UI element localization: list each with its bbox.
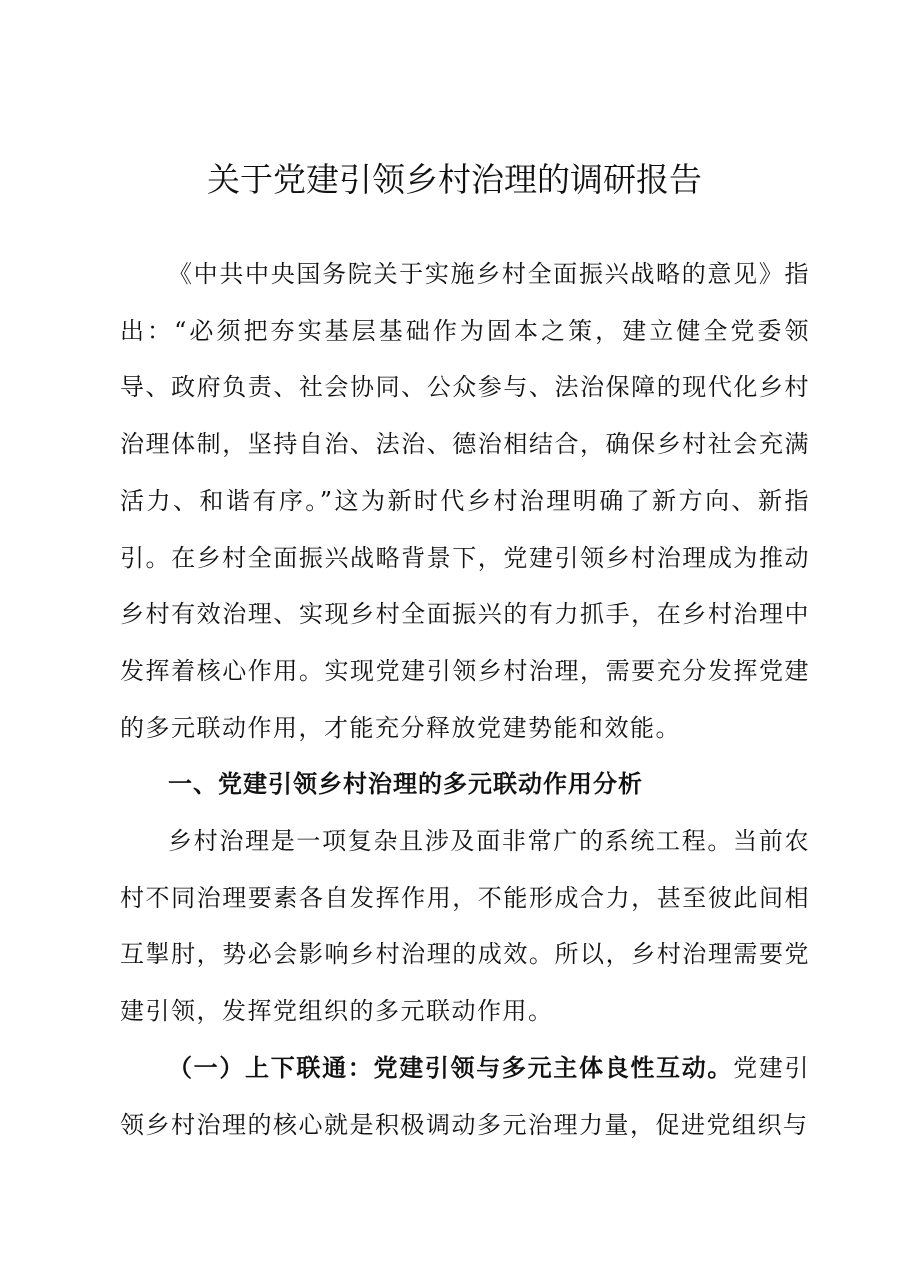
document-title: 关于党建引领乡村治理的调研报告 [207, 160, 702, 199]
subsection-1-text: 党建引领乡村治理的核心就是积极调动多元治理力量，促进党组织与 [120, 1053, 810, 1139]
section-1-heading: 一、党建引领乡村治理的多元联动作用分析 [168, 770, 643, 799]
subsection-1-paragraph [120, 1040, 810, 1153]
document-body [120, 246, 810, 1153]
subsection-1-heading: （一）上下联通：党建引领与多元主体良性互动。 [168, 1053, 734, 1082]
intro-paragraph: 《中共中央国务院关于实施乡村全面振兴战略的意见》指出：“必须把夯实基层基础作为固本之策，建立健全党委领导、政府负责、社会协同、公众参与、法治保障的现代化乡村治理体制，坚持自治、法治、德治相结合，确保乡村社会充满活力、和谐有序。”这为新时代乡村治理明确了新方向、新指引。在乡村全面振兴战略背景下，党建引领乡村治理成为推动乡村有效治理、实现乡村全面振兴的有力抓手，在乡村治理中发挥着核心作用。实现党建引领乡村治理，需要充分发挥党建的多元联动作用，才能充分释放党建势能和效能。 [120, 260, 810, 742]
section-1-paragraph: 乡村治理是一项复杂且涉及面非常广的系统工程。当前农村不同治理要素各自发挥作用，不能形成合力，甚至彼此间相互掣肘，势必会影响乡村治理的成效。所以，乡村治理需要党建引领，发挥党组织的多元联动作用。 [120, 827, 810, 1026]
